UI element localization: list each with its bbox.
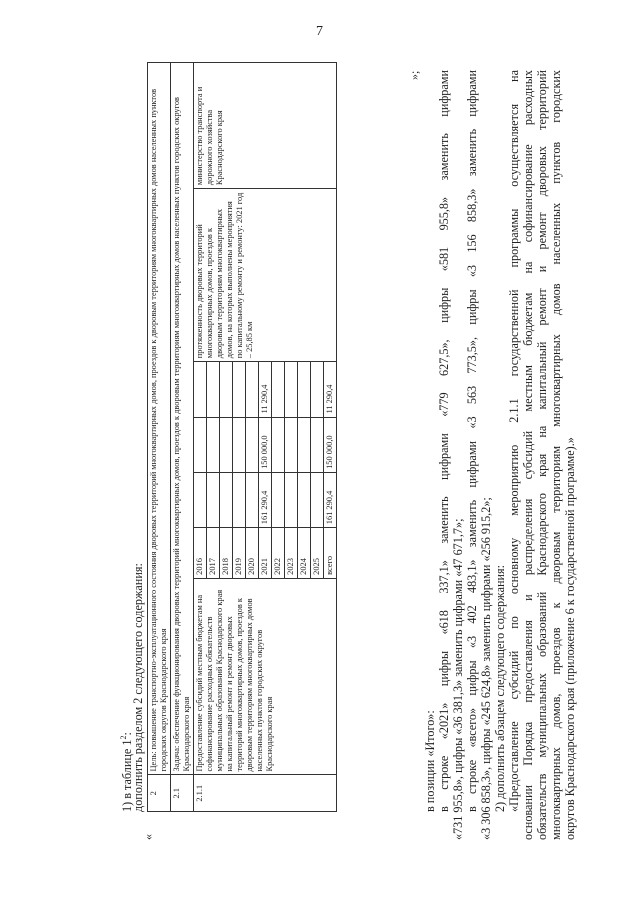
goal-text: Цель: повышение транспортно-эксплуатационного состояния дворовых территорий многоквартирных домов, проездов к дворовым территориям многоквартирных домов населенных пунктов городских округов Краснодарского края	[148, 63, 171, 776]
table-row-task	[171, 63, 194, 812]
year-cell: 2022	[272, 528, 285, 579]
page-number: 7	[316, 24, 323, 39]
total-cell	[220, 472, 233, 527]
total-cell	[285, 472, 298, 527]
local-cell	[272, 362, 285, 417]
body-p2b: «731 955,8», цифры «36 381,3» заменить цифрами «47 671,7»;	[451, 518, 465, 840]
table-close-quote: »;	[407, 70, 421, 80]
total-cell: 161 290,4	[259, 472, 272, 527]
intro-line-2: дополнить разделом 2 следующего содержания:	[131, 563, 145, 812]
body-p1: в позиции «Итого»:	[423, 710, 437, 812]
regional-cell	[194, 417, 207, 472]
total-cell	[246, 472, 259, 527]
item-number: 2.1.1	[194, 775, 337, 812]
regional-cell	[285, 417, 298, 472]
local-cell: 11 290,4	[324, 362, 337, 417]
local-cell	[246, 362, 259, 417]
item-result: протяженность дворовых территорий многоквартирных домов, проездов к дворовым территориям многоквартирных домов, на которых выполнены мероприятия по капитальному ремонту и ремонту: 2021 год – 25,85 км	[194, 189, 337, 362]
goal-number: 2	[148, 775, 171, 812]
body-p5d: многоквартирных домов, проездов к дворовым территориям многоквартирных домов населенных пунктов городских	[549, 70, 563, 840]
year-cell: 2016	[194, 528, 207, 579]
year-cell: 2019	[233, 528, 246, 579]
regional-cell	[233, 417, 246, 472]
local-cell	[298, 362, 311, 417]
local-cell	[194, 362, 207, 417]
year-cell: 2017	[207, 528, 220, 579]
total-cell	[207, 472, 220, 527]
local-cell	[220, 362, 233, 417]
regional-cell	[207, 417, 220, 472]
regional-cell: 150 000,0	[324, 417, 337, 472]
intro-colon: :	[120, 732, 135, 736]
total-cell	[194, 472, 207, 527]
total-cell	[311, 472, 324, 527]
year-cell: 2025	[311, 528, 324, 579]
item-customer: министерство транспорта и дорожного хозяйства Краснодарского края	[194, 63, 337, 189]
total-cell: 161 290,4	[324, 472, 337, 527]
year-cell: 2018	[220, 528, 233, 579]
total-cell	[298, 472, 311, 527]
table-open-quote: «	[141, 834, 155, 840]
body-p5b: основании Порядка предоставления и распределения субсидий местным бюджетам на софинансирование расходных	[521, 70, 535, 840]
year-cell: 2023	[285, 528, 298, 579]
year-cell: всего	[324, 528, 337, 579]
regional-cell	[311, 417, 324, 472]
year-cell: 2021	[259, 528, 272, 579]
body-p2a: в строке «2021» цифры «618 337,1» заменить цифрами «779 627,5», цифры «581 955,8» заменить цифрами	[437, 70, 451, 812]
body-p3b: «3 306 858,3», цифры «245 624,8» заменить цифрами «256 915,2»;	[479, 497, 493, 840]
body-p3a: в строке «всего» цифры «3 402 483,1» заменить цифрами «3 563 773,5», цифры «3 156 858,3» заменить цифрами	[465, 70, 479, 812]
local-cell	[311, 362, 324, 417]
body-p4: 2) дополнить абзацем следующего содержания:	[493, 564, 507, 812]
rotated-content	[113, 60, 601, 842]
table-row-item	[194, 63, 207, 812]
regional-cell: 150 000,0	[259, 417, 272, 472]
year-cell: 2020	[246, 528, 259, 579]
local-cell	[233, 362, 246, 417]
task-text: Задача: обеспечение функционирования дворовых территорий многоквартирных домов, проездов к дворовым территориям многоквартирных домов населенных пунктов городских округов Краснодарского края	[171, 63, 194, 776]
regional-cell	[272, 417, 285, 472]
local-cell	[207, 362, 220, 417]
program-table	[147, 62, 337, 812]
item-name: Предоставление субсидий местным бюджетам на софинансирование расходных обязательств муниципальных образований Краснодарского края на капитальный ремонт и ремонт дворовых территорий многоквартирных домов, проездов к дворовым территориям многоквартирных домов населенных пунктов городских округов Краснодарского края	[194, 578, 337, 775]
year-cell: 2024	[298, 528, 311, 579]
body-p5c: обязательств муниципальных образований Краснодарского края на капитальный ремонт и ремонт дворовых территорий	[535, 70, 549, 840]
task-number: 2.1	[171, 775, 194, 812]
regional-cell	[220, 417, 233, 472]
local-cell	[285, 362, 298, 417]
intro-text-1: 1) в таблице 1	[120, 739, 135, 812]
body-p5a: «Предоставление субсидий по основному мероприятию 2.1.1 государственной программы осуществляется на	[507, 70, 521, 812]
regional-cell	[298, 417, 311, 472]
intro-superscript: 2	[119, 735, 128, 740]
body-p5e: округов Краснодарского края (приложение 6 к государственной программе).»	[563, 437, 577, 840]
total-cell	[233, 472, 246, 527]
total-cell	[272, 472, 285, 527]
table-row-goal	[148, 63, 171, 812]
local-cell: 11 290,4	[259, 362, 272, 417]
regional-cell	[246, 417, 259, 472]
